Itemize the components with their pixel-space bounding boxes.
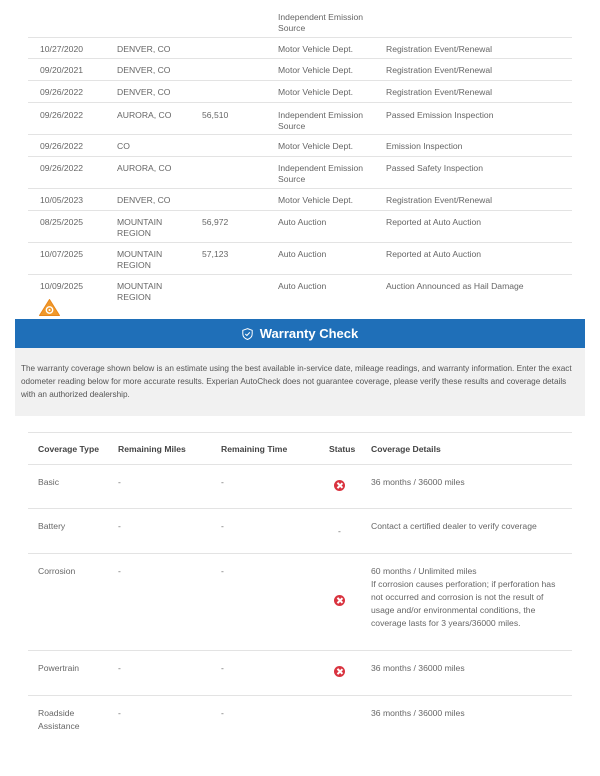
remaining-miles: - bbox=[118, 663, 121, 673]
history-row-top bbox=[28, 0, 572, 38]
table-row bbox=[28, 651, 572, 696]
history-odometer: 56,972 bbox=[202, 217, 229, 227]
history-date: 08/25/2025 bbox=[40, 217, 84, 227]
table-row bbox=[28, 103, 572, 135]
column-header-remaining-time[interactable]: Remaining Time bbox=[221, 444, 288, 454]
history-event: Registration Event/Renewal bbox=[386, 44, 493, 54]
history-event: Auction Announced as Hail Damage bbox=[386, 281, 524, 291]
history-date: 10/27/2020 bbox=[40, 44, 84, 54]
status-none: - bbox=[338, 526, 341, 536]
coverage-details: 36 months / 36000 miles bbox=[371, 708, 465, 718]
history-source: Independent Emission Source bbox=[278, 110, 364, 131]
table-row bbox=[28, 81, 572, 103]
hail-damage-icon[interactable] bbox=[39, 299, 60, 316]
coverage-type: Corrosion bbox=[38, 566, 76, 576]
table-row bbox=[28, 211, 572, 243]
history-date: 10/09/2025 bbox=[40, 281, 84, 291]
history-event: Registration Event/Renewal bbox=[386, 65, 493, 75]
coverage-type: Roadside Assistance bbox=[38, 708, 80, 731]
coverage-details: Contact a certified dealer to verify coverage bbox=[371, 521, 537, 531]
coverage-table bbox=[28, 432, 572, 742]
history-location: DENVER, CO bbox=[117, 195, 171, 205]
table-row bbox=[28, 243, 572, 275]
history-location: DENVER, CO bbox=[117, 44, 171, 54]
table-row bbox=[28, 554, 572, 651]
remaining-miles: - bbox=[118, 566, 121, 576]
remaining-time: - bbox=[221, 708, 224, 718]
x-icon bbox=[334, 595, 345, 606]
table-row bbox=[28, 59, 572, 81]
x-icon bbox=[334, 480, 345, 491]
history-event: Passed Safety Inspection bbox=[386, 163, 483, 173]
history-date: 09/26/2022 bbox=[40, 163, 84, 173]
coverage-type: Basic bbox=[38, 477, 60, 487]
remaining-miles: - bbox=[118, 477, 121, 487]
coverage-details-note: If corrosion causes perforation; if perforation has not occurred and corrosion is not the result of usage and/or environmental conditions, the coverage lasts for 3 years/36000 miles. bbox=[371, 579, 556, 628]
history-odometer: 56,510 bbox=[202, 110, 229, 120]
table-row bbox=[28, 696, 572, 742]
history-location: MOUNTAIN REGION bbox=[117, 217, 163, 238]
coverage-type: Powertrain bbox=[38, 663, 80, 673]
history-source: Auto Auction bbox=[278, 249, 327, 259]
history-event: Reported at Auto Auction bbox=[386, 217, 482, 227]
history-table bbox=[28, 0, 572, 320]
remaining-time: - bbox=[221, 663, 224, 673]
coverage-details: 36 months / 36000 miles bbox=[371, 477, 465, 487]
table-row bbox=[28, 275, 572, 320]
history-date: 10/05/2023 bbox=[40, 195, 84, 205]
remaining-time: - bbox=[221, 477, 224, 487]
coverage-type: Battery bbox=[38, 521, 66, 531]
history-source: Independent Emission Source bbox=[278, 12, 364, 33]
table-row bbox=[28, 135, 572, 157]
history-location: AURORA, CO bbox=[117, 110, 172, 120]
remaining-miles: - bbox=[118, 521, 121, 531]
history-date: 09/26/2022 bbox=[40, 87, 84, 97]
remaining-time: - bbox=[221, 566, 224, 576]
table-row bbox=[28, 189, 572, 211]
history-event: Emission Inspection bbox=[386, 141, 463, 151]
column-header-coverage-details[interactable]: Coverage Details bbox=[371, 444, 441, 454]
table-row bbox=[28, 157, 572, 189]
column-header-status[interactable]: Status bbox=[329, 444, 356, 454]
history-date: 10/07/2025 bbox=[40, 249, 84, 259]
history-location: AURORA, CO bbox=[117, 163, 172, 173]
history-source: Motor Vehicle Dept. bbox=[278, 141, 353, 151]
coverage-table-header bbox=[28, 432, 572, 465]
history-event: Registration Event/Renewal bbox=[386, 87, 493, 97]
history-odometer: 57,123 bbox=[202, 249, 229, 259]
history-location: DENVER, CO bbox=[117, 65, 171, 75]
warranty-notice: The warranty coverage shown below is an estimate using the best available in-service date, mileage readings, and warranty information. Enter the exact odometer reading below for more accurate results. Experian AutoCheck does not guarantee coverage, please verify these results and coverage details with an authorized dealership. bbox=[15, 348, 585, 416]
history-date: 09/20/2021 bbox=[40, 65, 84, 75]
x-icon bbox=[334, 666, 345, 677]
history-location: MOUNTAIN REGION bbox=[117, 249, 163, 270]
history-source: Independent Emission Source bbox=[278, 163, 364, 184]
history-event: Passed Emission Inspection bbox=[386, 110, 494, 120]
column-header-coverage-type[interactable]: Coverage Type bbox=[38, 444, 99, 454]
table-row bbox=[28, 465, 572, 509]
coverage-details: 60 months / Unlimited miles bbox=[371, 566, 477, 576]
warranty-title: Warranty Check bbox=[259, 326, 359, 341]
history-event: Registration Event/Renewal bbox=[386, 195, 493, 205]
shield-check-icon bbox=[242, 328, 253, 340]
history-source: Motor Vehicle Dept. bbox=[278, 195, 353, 205]
history-location: CO bbox=[117, 141, 130, 151]
remaining-miles: - bbox=[118, 708, 121, 718]
history-source: Motor Vehicle Dept. bbox=[278, 65, 353, 75]
remaining-time: - bbox=[221, 521, 224, 531]
history-source: Auto Auction bbox=[278, 217, 327, 227]
column-header-remaining-miles[interactable]: Remaining Miles bbox=[118, 444, 186, 454]
history-source: Auto Auction bbox=[278, 281, 327, 291]
coverage-details: 36 months / 36000 miles bbox=[371, 663, 465, 673]
warranty-check-banner bbox=[15, 319, 585, 348]
table-row bbox=[28, 38, 572, 59]
history-location: DENVER, CO bbox=[117, 87, 171, 97]
history-date: 09/26/2022 bbox=[40, 110, 84, 120]
history-date: 09/26/2022 bbox=[40, 141, 84, 151]
history-location: MOUNTAIN REGION bbox=[117, 281, 163, 302]
history-event: Reported at Auto Auction bbox=[386, 249, 482, 259]
history-source: Motor Vehicle Dept. bbox=[278, 44, 353, 54]
table-row bbox=[28, 509, 572, 554]
history-source: Motor Vehicle Dept. bbox=[278, 87, 353, 97]
